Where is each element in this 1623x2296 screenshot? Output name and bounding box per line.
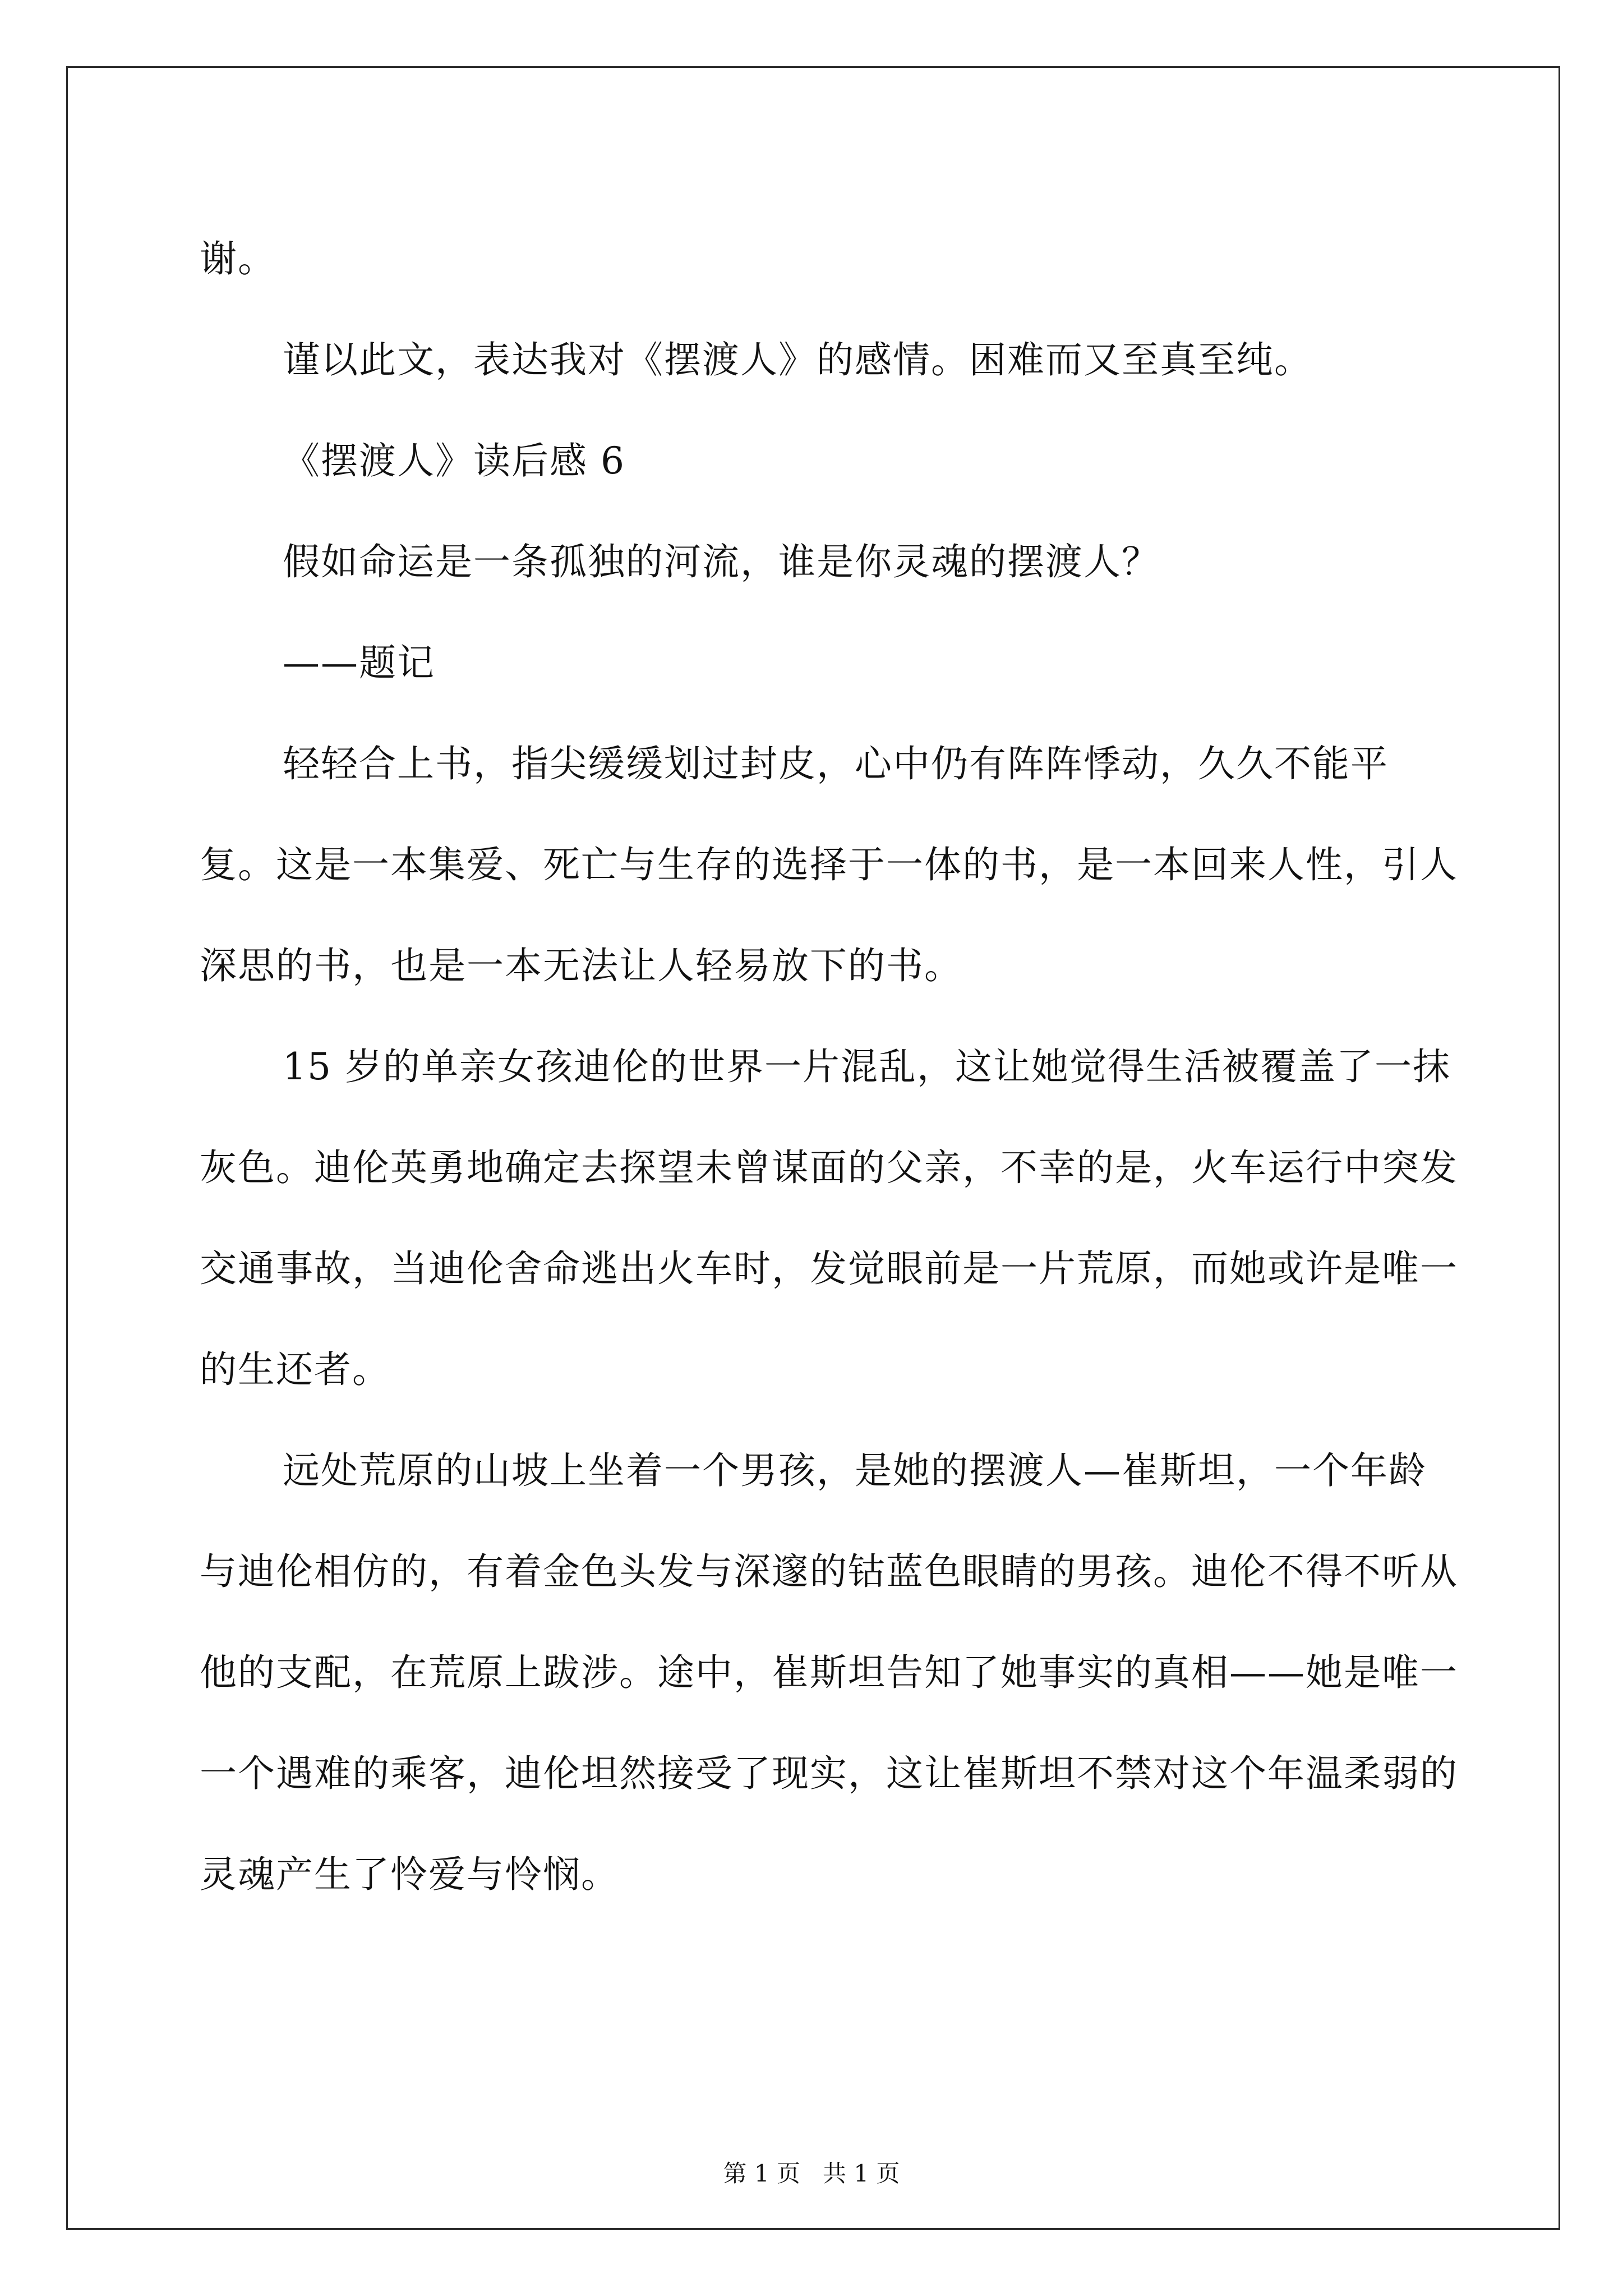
paragraph: 谨以此文，表达我对《摆渡人》的感情。困难而又至真至纯。: [283, 338, 1312, 381]
epigraph-attribution: ——题记: [283, 641, 435, 684]
section-heading: 《摆渡人》读后感 6: [283, 439, 625, 482]
document-body: [200, 213, 1461, 1925]
paragraph: 远处荒原的山坡上坐着一个男孩，是她的摆渡人—崔斯坦，一个年龄与迪伦相仿的，有着金色头发与深邃的钴蓝色眼睛的男孩。迪伦不得不听从他的支配，在荒原上跋涉。途中，崔斯坦告知了她事实的真相——她是唯一一个遇难的乘客，迪伦坦然接受了现实，这让崔斯坦不禁对这个年温柔弱的灵魂产生了怜爱与怜悯。: [200, 1449, 1458, 1896]
page-number: 第 1 页: [723, 2160, 800, 2187]
page-total: 共 1 页: [823, 2160, 900, 2187]
paragraph: 15 岁的单亲女孩迪伦的世界一片混乱，这让她觉得生活被覆盖了一抹灰色。迪伦英勇地确定去探望未曾谋面的父亲，不幸的是，火车运行中突发交通事故，当迪伦舍命逃出火车时，发觉眼前是一片荒原，而她或许是唯一的生还者。: [200, 1045, 1458, 1391]
paragraph: 轻轻合上书，指尖缓缓划过封皮，心中仍有阵阵悸动，久久不能平复。这是一本集爱、死亡与生存的选择于一体的书，是一本回来人性，引人深思的书，也是一本无法让人轻易放下的书。: [200, 742, 1458, 987]
paragraph: 假如命运是一条孤独的河流，谁是你灵魂的摆渡人？: [283, 540, 1160, 583]
paragraph: 谢。: [200, 237, 276, 280]
page-footer: [0, 2157, 1623, 2191]
